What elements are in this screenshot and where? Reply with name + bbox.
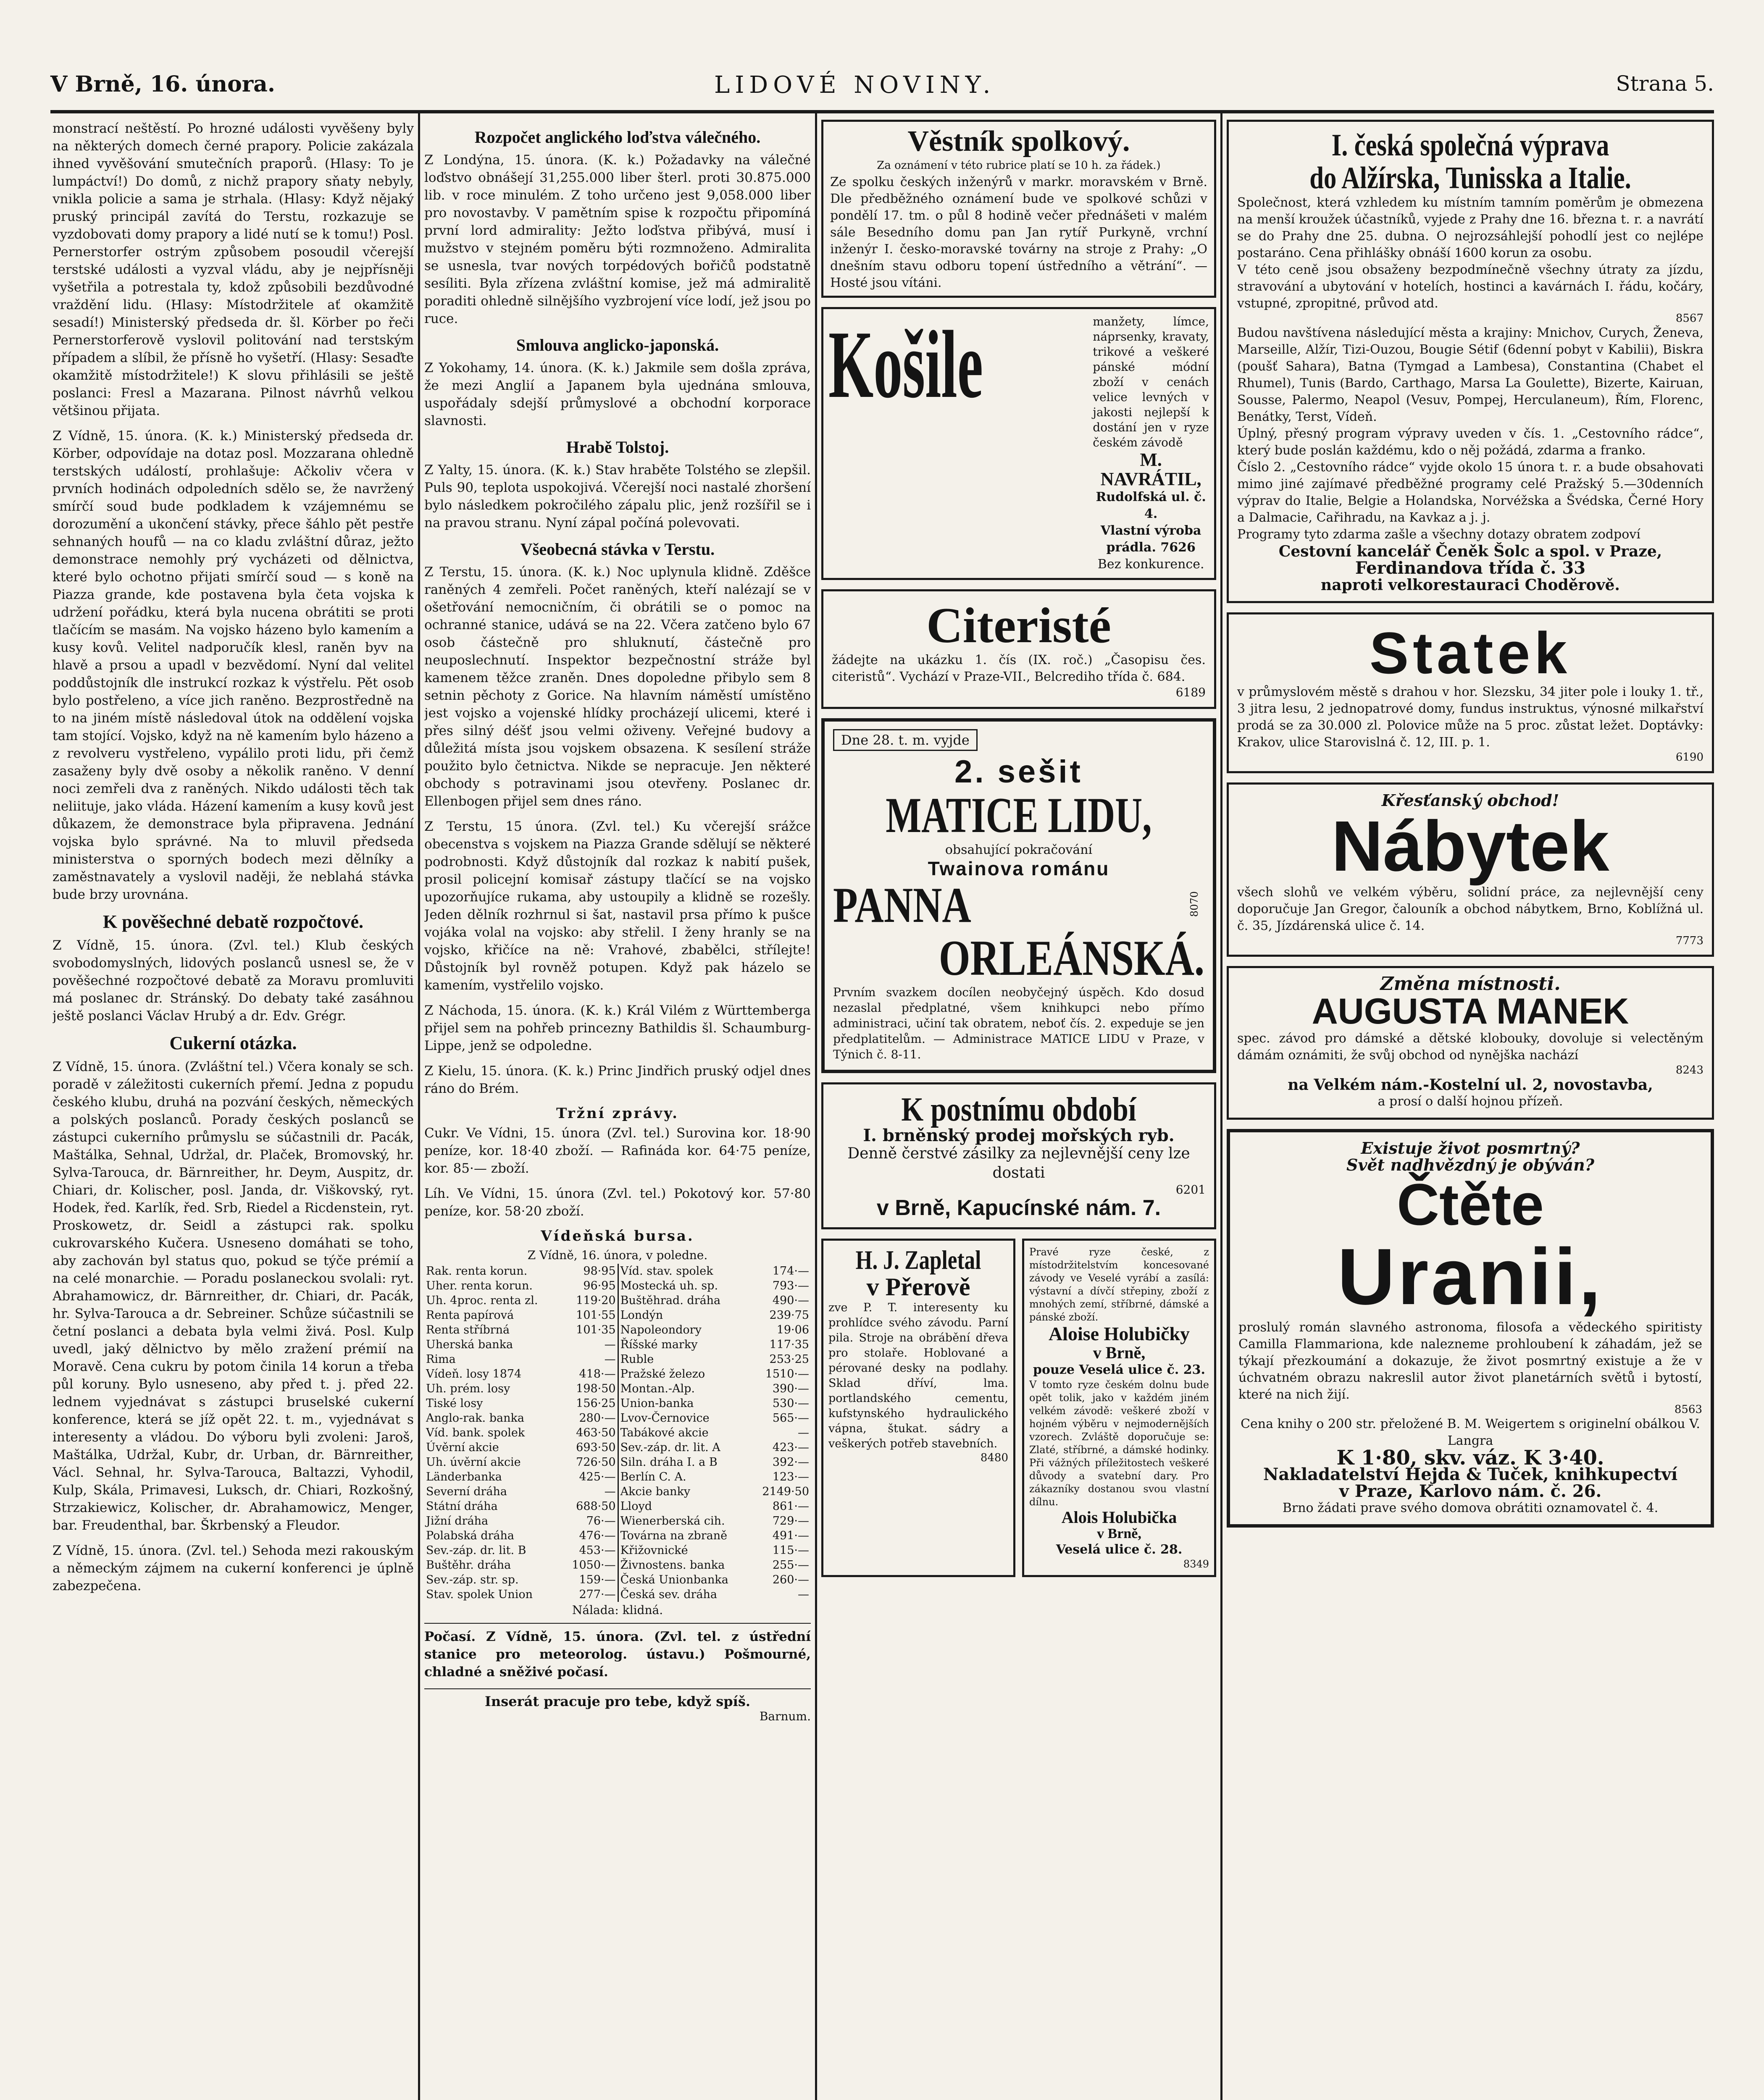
divider: [424, 1688, 811, 1689]
matice-title: MATICE LIDU,: [886, 787, 1152, 843]
bourse-label: Živnostens. banka: [620, 1559, 725, 1572]
urania-publisher-address: v Praze, Karlovo nám. č. 26.: [1339, 1481, 1602, 1501]
article-sugar-question: Z Vídně, 15. února. (Zvláštní tel.) Včera konaly se sch. poradě v záležitosti cukerních přemí. Jedna z popudu českého klubu, druhá na pozvání českých, německých a polských poslanců. Porady českých poslanců se zástupci cukerního průmyslu se súčastnili dr. Pacák, Maštálka, Sehnal, Udržal, dr. Plaček, Bromovský, hr. Sylva-Tarouca, dr. Bärnreither, hr. Deym, Auspitz, dr. Chiari, dr. Kolischer, posl. Janda, dr. Viškovský, ryt. Hodek, řed. Karlík, řed. Srb, Riedel a Ricdenstein, ryt. Proskowetz, dr. Seidl a zástupci rak. spolku cukrovarského Kučera. Usneseno domáhati se toho, aby zachován byl status quo, pokud se týče prémií a na celé monarchie. — Poradu poslaneckou svolali: ryt. Abrahamowicz, dr. Bärnreither, dr. Chiari, dr. Pacák, hr. Sylva-Tarouca a dr. Sebreiner. Schůze súčastnili se četní poslanci a debata byla velmi živá. Posl. Kulp uvedl, jaký dělnictvo by mělo zražení prémií na Moravě. Cena cukru by potom činila 14 korun a třeba půl koruny. Bylo usneseno, aby před t. j. před 22. lednem vyjednávat s zástupci bruselské cukerní konference, která se jíž opět 22. t. m., vyjednávat s interesenty a vládou. Do výboru byli zvoleni: Jaroš, Maštálka, Udržal, Kubr, dr. Urban, dr. Bärnreither, Václ. Sehnal, hr. Sylva-Tarouca, Baltazzi, Vyhodil, Kulp, Skála, Primavesi, Luksch, dr. Chiari, Rozkošný, Strzakiewicz, Kolischer, dr. Abrahamowicz, Menger, bar. Freudenthal, bar. Škrbenský a Fleudor.: [53, 1059, 414, 1533]
bourse-row: [424, 1323, 811, 1337]
bourse-value: 490·—: [772, 1294, 809, 1307]
bourse-value: 76·—: [561, 1514, 618, 1528]
article-anglo-japanese: Z Yokohamy, 14. února. (K. k.) Jakmile sem došla zpráva, že mezi Anglií a Japanem byla ujednána smlouva, uspořádaly sdejší průmyslové a obchodní korporace slavnosti.: [424, 360, 811, 428]
shirts-production: Vlastní výroba prádla. 7626: [1100, 523, 1201, 555]
matice-subtitle: obsahující pokračování: [945, 842, 1093, 857]
holubicka-address: pouze Veselá ulice č. 23.: [1033, 1362, 1205, 1377]
article-kiel: Z Kielu, 15. února. (K. k.) Princ Jindřich pruský odjel dnes ráno do Brém.: [424, 1063, 811, 1096]
bourse-row: [424, 1367, 811, 1381]
bourse-value: 729·—: [772, 1515, 809, 1528]
bourse-value: 119·20: [561, 1293, 618, 1308]
urania-question-1: Existuje život posmrtný?: [1361, 1139, 1580, 1158]
bourse-row: [424, 1308, 811, 1323]
market-spirits: Líh. Ve Vídni, 15. února (Zvl. tel.) Pokotový kor. 57·80 peníze, kor. 58·20 zboží.: [424, 1186, 811, 1219]
shirts-list: manžety, límce, náprsenky, kravaty, trikové a veškeré pánské módní zboží v cenách velice levných v jakosti nejlepší k dostání jen v ryze českém závodě: [1093, 314, 1209, 449]
bourse-label: Siln. dráha I. a B: [620, 1456, 718, 1469]
trip-agency: Cestovní kancelář Čeněk Šolc a spol. v Praze,: [1278, 543, 1662, 561]
trip-title-line1: I. česká společná výprava: [1331, 128, 1609, 163]
bourse-label: Sev.-záp. dr. lit. B: [426, 1544, 526, 1557]
zapletal-name: H. J. Zapletal: [855, 1244, 981, 1275]
bourse-value: 2149·50: [762, 1485, 809, 1498]
holubicka-name-2: Alois Holubička: [1061, 1507, 1177, 1527]
bourse-row: [424, 1440, 811, 1455]
bourse-row: [424, 1381, 811, 1396]
bourse-label: Union-banka: [620, 1397, 694, 1410]
furniture-number: 7773: [1675, 934, 1704, 947]
urania-price: Cena knihy o 200 str. přeložené B. M. Weigertem s originelní obálkou V. Langra: [1241, 1416, 1700, 1448]
matice-book-line2: ORLEÁNSKÁ.: [939, 929, 1204, 986]
column-rule-1: [418, 113, 420, 2100]
trip-program: Úplný, přesný program výpravy uveden v čís. 1. „Cestovního rádce“, který bude poslán každému, kdo o něj požádá, zdarma a franko.: [1237, 426, 1704, 458]
trip-address: Ferdinandova třída č. 33: [1355, 558, 1586, 578]
column-4: [1227, 120, 1714, 2100]
fish-title: K postnímu období: [901, 1091, 1136, 1128]
holubicka-name: Aloise Holubičky: [1048, 1323, 1190, 1344]
bourse-row: [424, 1396, 811, 1411]
bourse-label: Montan.-Alp.: [620, 1382, 695, 1395]
bourse-value: —: [561, 1484, 618, 1499]
fish-subtitle: I. brněnský prodej mořských ryb.: [863, 1125, 1175, 1145]
bourse-label: Polabská dráha: [426, 1529, 515, 1542]
bourse-value: 260·—: [772, 1573, 809, 1586]
holubicka-text-2: V tomto ryze českém dolnu bude opět tolik, jako v každém jiném velkém závodě: veškeré zboží v hojném výběru v nejmodernějších vzorech. Zvláště doporučuje se: Zlaté, stříbrné, a dámské hodinky. Při vážných příležitostech veškeré důvody a svatební dary. Pro zákazníky dostanou svou vlastní dílnu.: [1029, 1378, 1209, 1508]
holubicka-address-2: Veselá ulice č. 28.: [1056, 1542, 1183, 1557]
club-news-title: Věstník spolkový.: [907, 125, 1130, 158]
bourse-label: Víd. stav. spolek: [620, 1265, 713, 1278]
bourse-label: Uh. 4proc. renta zl.: [426, 1294, 538, 1307]
bourse-value: —: [561, 1352, 618, 1367]
fish-number: 6201: [1175, 1182, 1206, 1197]
zapletal-city: v Přerově: [866, 1273, 970, 1301]
bourse-row: [424, 1572, 811, 1587]
column-2: [424, 120, 811, 2100]
bourse-value: —: [561, 1337, 618, 1352]
bourse-label: Říšské marky: [620, 1338, 698, 1351]
bourse-row: [424, 1470, 811, 1484]
trip-address-2: naproti velkorestauraci Choděrově.: [1321, 576, 1620, 594]
header-page-number: Strana 5.: [1616, 71, 1714, 96]
bourse-row: [424, 1455, 811, 1470]
fish-text: Denně čerstvé zásilky za nejlevnější ceny lze dostati: [847, 1144, 1190, 1181]
bourse-label: Buštěhr. dráha: [426, 1559, 511, 1572]
bourse-row: [424, 1293, 811, 1308]
estate-text: v průmyslovém městě s drahou v hor. Slezsku, 34 jiter pole i louky 1. tř., 3 jitra lesu, 2 jednopatrové domy, fundus instruktus, výnosné milkařství prodá se za 30.000 zl. Polovice může na 5 proc. zůstat ležet. Doptávky: Krakov, ulice Starovislná č. 12, III. p. 1.: [1237, 685, 1704, 750]
shirts-word: Košile: [828, 310, 983, 418]
article-british-navy: Z Londýna, 15. února. (K. k.) Požadavky na válečné loďstvo obnášejí 31,255.000 liber šterl. proti 30.875.000 lib. v roce minulém. Z toho určeno jest 9,058.000 liber pro novostavby. V pamětním spise k rozpočtu připomíná první lord admirality: Ježto loďstva přibývá, musí i mužstvo v stejném poměru býti rozmnoženo. Admiralita se usnesla, tvar nových torpédových bořičů podstatně sesíliti. Byla zřízena zvláštní komise, jež má admiralitě poraditi ohledně silnějšího vyzbrojení více lodí, jež jsou po ruce.: [424, 152, 811, 326]
ad-holubicka: [1022, 1239, 1216, 1577]
bourse-row: [424, 1528, 811, 1543]
bourse-date: Z Vídně, 16. února, v poledne.: [527, 1248, 708, 1262]
bourse-row: [424, 1543, 811, 1558]
matice-issue: 2. sešit: [954, 753, 1083, 790]
urania-price-2: K 1·80, skv. váz. K 3·40.: [1336, 1446, 1604, 1470]
divider: [424, 1623, 811, 1624]
shirts-shop: M. NAVRÁTIL,: [1100, 449, 1201, 489]
zither-number: 6189: [1175, 685, 1206, 699]
ad-estate: [1227, 612, 1714, 773]
article-terst-strike: Z Terstu, 15. února. (K. k.) Noc uplynula klidně. Zděšce raněných 4 zemřeli. Počet raněných, kteří nalézají se v ošetřování nemocničním, či obrátili se o pomoc na ochranné stanice, udává se na 22. Včera zatčeno bylo 67 osob částečně pro shluknutí, částečně pro neuposlechnutí. Inspektor bezpečnostní stráže byl kamenem těžce zraněn. Dnes dopoledne přibylo sem 8 setnin pěchoty z Gorice. Na hlavním náměstí umístěno jest vojsko a vojenské hlídky procházejí ulicemi, které i přes silný déšť jsou velmi oživeny. Veřejné budovy a důležitá místa jsou vojskem obsazena. K sesílení stráže použito bylo četnictva. Nikde se nepracuje. Jen některé obchody s potravinami jsou otevřeny. Poslanec dr. Ellenbogen přijel sem dnes ráno.: [424, 564, 811, 809]
heading-sugar-question: Cukerní otázka.: [169, 1033, 297, 1053]
page-header: [50, 71, 1714, 105]
bourse-value: 198·50: [561, 1381, 618, 1396]
trip-contact: Programy tyto zdarma zašle a všechny dotazy obratem zodpoví: [1237, 527, 1640, 542]
trip-title-line2: do Alžírska, Tunisska a Italie.: [1309, 160, 1631, 195]
bourse-label: Anglo-rak. banka: [426, 1412, 524, 1425]
promo-quote: Inserát pracuje pro tebe, když spíš.: [485, 1693, 750, 1709]
matice-book-line1: PANNA: [833, 877, 971, 933]
bourse-row: [424, 1352, 811, 1367]
club-news-text: Ze spolku českých inženýrů v markr. moravském v Brně. Dle předběžného oznámení bude ve spolkové schůzi v pondělí 17. tm. o půl 8 hodině večer přednášeti v malém sále Besedního domu pan Jan rytíř Purkyně, vrchní inženýr I. česko-moravské továrny na stroje z Prahy: „O dnešním stavu odboru topení ústředního a větrání“. — Hosté jsou vítáni.: [830, 174, 1207, 290]
bourse-value: 392·—: [772, 1456, 809, 1469]
urania-number: 8563: [1674, 1403, 1702, 1416]
weather-report: Počasí. Z Vídně, 15. února. (Zvl. tel. z ústřední stanice pro meteorolog. ústavu.) Pošmourné, chladné a sněživé počasí.: [424, 1629, 811, 1680]
manek-title: AUGUSTA MANEK: [1312, 991, 1629, 1032]
bourse-value: 793·—: [772, 1279, 809, 1292]
holubicka-city-2: v Brně,: [1097, 1525, 1141, 1541]
ad-zither: [821, 589, 1216, 709]
header-date: V Brně, 16. února.: [50, 71, 275, 97]
bourse-value: 491·—: [772, 1529, 809, 1542]
bourse-value: 159·—: [561, 1572, 618, 1587]
bourse-value: 115·—: [772, 1544, 809, 1557]
bourse-label: Severní dráha: [426, 1485, 507, 1498]
article-sugar-conference: Z Vídně, 15. února. (Zvl. tel.) Sehoda mezi rakouským a německým zájmem na cukerní konferenci je úplně zabezpečena.: [53, 1543, 414, 1593]
bourse-label: Tiské losy: [426, 1397, 483, 1410]
bourse-value: 156·25: [561, 1396, 618, 1411]
bourse-row: [424, 1278, 811, 1293]
bourse-value: 390·—: [772, 1382, 809, 1395]
header-masthead: LIDOVÉ NOVINY.: [714, 71, 996, 99]
bourse-label: Víd. bank. spolek: [426, 1426, 525, 1439]
club-news-note: Za oznámení v této rubrice platí se 10 h. za řádek.): [877, 159, 1161, 172]
bourse-value: —: [798, 1588, 809, 1601]
matice-author: Twainova románu: [928, 857, 1110, 879]
matice-release-date: Dne 28. t. m. vyjde: [833, 729, 978, 751]
ad-matice-lidu: [821, 718, 1216, 1073]
furniture-tagline: Křesťanský obchod!: [1381, 791, 1559, 810]
furniture-text: všech slohů ve velkém výběru, solidní práce, za nejlevnější ceny doporučuje Jan Gregor, čalouník a obchod nábytkem, Brno, Koblížná ul. č. 35, Jízdárenská ulice č. 14.: [1237, 885, 1704, 933]
bourse-value: 19·06: [776, 1323, 809, 1336]
article-nachod: Z Náchoda, 15. února. (K. k.) Král Vilém z Württemberga přijel sem na pohřeb princezny Bathildis šl. Schaumburg-Lippe, jenž se odpoledne.: [424, 1003, 811, 1053]
bourse-value: 101·55: [561, 1308, 618, 1323]
bourse-value: 101·35: [561, 1323, 618, 1337]
bourse-label: Tabákové akcie: [620, 1426, 709, 1439]
bourse-row: [424, 1264, 811, 1278]
heading-terst-strike: Všeobecná stávka v Terstu.: [520, 540, 715, 559]
bourse-label: Mostecká uh. sp.: [620, 1279, 718, 1292]
estate-number: 6190: [1675, 751, 1704, 764]
article-budget-debate: Z Vídně, 15. února. (Zvl. tel.) Klub českých svobodomyslných, lidových poslanců usnesl se, že v pověšechné rozpočtové debatě za Moravu promluviti má poslanec dr. Stránský. Do debaty také zasáhnou ještě poslanci Václav Hrubý a dr. Edv. Grégr.: [53, 938, 414, 1024]
bourse-label: Sev.-záp. dr. lit. A: [620, 1441, 720, 1454]
matice-number: 8070: [1188, 891, 1200, 917]
bourse-row: [424, 1411, 811, 1425]
bourse-label: Stav. spolek Union: [426, 1588, 533, 1601]
bourse-label: Napoleondory: [620, 1323, 702, 1336]
trip-cities: Budou navštívena následující města a krajiny: Mnichov, Curych, Ženeva, Marseille, Alžír, Tizi-Ouzou, Bougie Sétif (6denní pobyt v Kabilii), Biskra (poušť Sahara), Batna (Tymgad a Lambesa), Constantina (Chabet el Rhumel), Tunis (Bardo, Carthago, Marsa La Goulette), Bizerte, Kairuan, Sousse, Palermo, Neapol (Vesuv, Pompej, Herculaneum), Řím, Florenc, Benátky, Terst, Vídeň.: [1237, 326, 1704, 425]
bourse-label: Úvěrní akcie: [426, 1441, 499, 1454]
urania-title: Uranii,: [1337, 1232, 1604, 1322]
trip-included: V této ceně jsou obsaženy bezpodmínečně všechny útraty za jízdu, stravování a ubytování v hotelích, hostinci a kavárnách I. řádu, kočáry, vstupné, zpropitné, průvod atd.: [1237, 262, 1704, 311]
bourse-value: 253·25: [769, 1353, 809, 1366]
article-terst-continued: monstrací neštěstí. Po hrozné události vyvěšeny byly na některých domech černé prapory. Policie zakázala ihned vyvěšování smutečních praporů. (Hlasy: To je lumpáctví!) Do domů, z nichž prapory sňaty nebyly, vnikla policie a sama je strhala. (Hlasy: Když nějaký pruský principál zavítá do Terstu, rozkazuje se vyzdobovati domy prapory a lidé nutí se k tomu!) Posl. Pernerstorfer ostrým způsobem posoudil včerejší terstské události a vyzval vládu, aby je nejpřísněji vyšetřila a potrestala ty, kdož způsobili bezdůvodné vraždění lidu. (Hlasy: Místodržitele ať okamžitě sesadí!) Ministerský předseda dr. šl. Körber po řeči Pernerstorferově vyslovil politování nad terstským případem a slíbil, že přísně ho vyšetří. (Hlasy: Sesaďte okamžitě místodržitele!) K slovu přihlásili se ještě poslanci: Fresl a Mazarana. Pilnost návrhů velkou většinou přijata.: [53, 121, 414, 418]
urania-cta: Čtěte: [1396, 1171, 1544, 1238]
matice-text: Prvním svazkem docílen neobyčejný úspěch. Kdo dosud nezaslal předplatné, všem knihkupci nebo přímo administraci, učiní tak obratem, neboť čís. 2. expeduje se jen předplatitelům. — Administrace MATICE LIDU v Praze, v Týnich č. 8-11.: [833, 985, 1204, 1061]
heading-vienna-bourse: Vídeňská bursa.: [541, 1228, 694, 1244]
bourse-value: 418·—: [561, 1367, 618, 1381]
urania-question-2: Svět nadhvězdný je obýván?: [1346, 1155, 1595, 1175]
ad-trip: [1227, 120, 1714, 603]
estate-title: Statek: [1369, 620, 1572, 686]
bourse-label: Akcie banky: [620, 1485, 691, 1498]
fish-address: v Brně, Kapucínské nám. 7.: [876, 1195, 1161, 1220]
bourse-row: [424, 1499, 811, 1514]
bourse-label: Státní dráha: [426, 1500, 498, 1513]
ad-row-bottom: [821, 1239, 1216, 1586]
promo-author: Barnum.: [759, 1709, 811, 1723]
bourse-value: 688·50: [561, 1499, 618, 1514]
bourse-label: Lvov-Černovice: [620, 1412, 710, 1425]
bourse-value: 726·50: [561, 1455, 618, 1470]
bourse-value: 117·35: [769, 1338, 809, 1351]
heading-tolstoy: Hrabě Tolstoj.: [566, 438, 669, 457]
bourse-label: Buštěhrad. dráha: [620, 1294, 721, 1307]
article-tolstoy: Z Yalty, 15. února. (K. k.) Stav hraběte Tolstého se zlepšil. Puls 90, teplota uspokojivá. Včerejší noci nastalé zhoršení bylo následkem pokročilého zápalu plic, jenž rozšířil se i na pravou stranu. Nyní zápal počíná polevovati.: [424, 462, 811, 530]
article-korber-reply: Z Vídně, 15. února. (K. k.) Ministerský předseda dr. Körber, odpovídaje na dotaz posl. Mozzarana ohledně terstských událostí, prohlašuje: Ačkoliv včera v prvních hodinách odpoledních sdělo se, že navržený smírčí soud bude podkladem k vzájemnému se dorozumění a ukončení stávky, přece šáhlo pět pestře sehnaných houfů — na co kladu zvláštní důraz, ježto demonstrace nemohly prý vycházeti od dělnictva, které bylo ochotno přijati smírčí soud — s koně na Piazza grande, kde postavena byla četa vojska k udržení pořádku, která byla nucena obrátiti se proti tlačícím se masám. Na vojsko házeno bylo kamením a kusy kovů. Velitel nadporučík klesl, raněn byv na hlavě a prsou a upadl v bezvědomí. Nyní dal velitel poddůstojník dle instrukcí rozkaz k výstřelu. Pět osob bylo postřeleno, a více jich raněno. Bezprostředně na to na jiném místě následoval útok na oddělení vojska tam stojící. Vojsko, když na ně kamením bylo házeno a z revolveru vystřeleno, vypálilo proti lidu, při čemž zasaženy byly dvě osoby a několik raněno. V denní noci zemřeli dva z raněných. Nikdo události těch tak neliituje, jako vláda. Házení kamením a kusy kovů jest důkazem, že demonstrace byla připravena. Jednání vojska bylo správné. Na to mluvil předseda ministerstva o sporných bodech mezi dělníky a zaměstnavately a vyslovil naději, že neblahá stávka bude brzy urovnána.: [53, 428, 414, 902]
shirts-tagline: Bez konkurence.: [1097, 556, 1204, 572]
bourse-label: Rak. renta korun.: [426, 1265, 528, 1278]
manek-number: 8243: [1675, 1064, 1704, 1077]
trip-intro: Společnost, která vzhledem ku místním tamním poměrům je obmezena na menší kroužek účastníků, vyjede z Prahy dne 16. března t. r. a navrátí se do Prahy dne 25. dubna. O nejrozsáhlejší pohodlí jest co nejlépe postaráno. Cena přihlášky obnáší 1600 korun za osobu.: [1237, 195, 1704, 261]
bourse-table: [424, 1264, 811, 1602]
bourse-value: —: [798, 1426, 809, 1439]
heading-budget-debate: K pověšechné debatě rozpočtové.: [103, 911, 363, 932]
bourse-value: 1050·—: [561, 1558, 618, 1572]
bourse-value: 423·—: [772, 1441, 809, 1454]
bourse-label: Renta stříbrná: [426, 1323, 510, 1336]
bourse-row: [424, 1558, 811, 1572]
ad-shirts: [821, 307, 1216, 580]
furniture-title: Nábytek: [1331, 806, 1609, 887]
column-3: [821, 120, 1216, 2100]
bourse-row: [424, 1514, 811, 1528]
bourse-value: 98·95: [561, 1264, 618, 1278]
bourse-row: [424, 1337, 811, 1352]
bourse-value: 123·—: [772, 1470, 809, 1483]
zither-title: Citeristé: [926, 597, 1111, 653]
bourse-value: 280·—: [561, 1411, 618, 1425]
manek-text: spec. závod pro dámské a dětské klobouky, dovoluje si velectěným dámám oznámiti, že svůj obchod od nynějška nachází: [1237, 1031, 1704, 1063]
zither-text: žádejte na ukázku 1. čís (IX. roč.) „Časopisu čes. citeristů“. Vychází v Praze-VII., Belcrediho třída č. 684.: [832, 652, 1206, 684]
bourse-value: 96·95: [561, 1278, 618, 1293]
bourse-value: 255·—: [772, 1559, 809, 1572]
bourse-label: Londýn: [620, 1309, 663, 1322]
bourse-label: Vídeň. losy 1874: [426, 1368, 522, 1381]
bourse-value: 1510·—: [765, 1368, 809, 1381]
column-rule-3: [1220, 113, 1222, 2100]
bourse-label: Berlín C. A.: [620, 1470, 686, 1483]
bourse-value: 530·—: [772, 1397, 809, 1410]
bourse-value: 476·—: [561, 1528, 618, 1543]
market-sugar: Cukr. Ve Vídni, 15. února (Zvl. tel.) Surovina kor. 18·90 peníze, kor. 18·40 zboží. — Rafináda kor. 64·75 peníze, kor. 85·— zboží.: [424, 1126, 811, 1176]
ad-zapletal: [821, 1239, 1015, 1577]
bourse-label: Renta papírová: [426, 1309, 514, 1322]
heading-anglo-japanese: Smlouva anglicko-japonská.: [516, 336, 719, 354]
bourse-label: Pražské železo: [620, 1368, 705, 1381]
ad-furniture: [1227, 782, 1714, 957]
column-rule-2: [815, 113, 817, 2100]
bourse-label: Sev.-záp. str. sp.: [426, 1573, 519, 1586]
bourse-label: Uh. prém. losy: [426, 1382, 510, 1395]
trip-number: 8567: [1675, 312, 1704, 325]
bourse-value: 174·—: [772, 1265, 809, 1278]
ad-club-news: [821, 120, 1216, 298]
bourse-label: Wienerberská cih.: [620, 1515, 725, 1528]
bourse-value: 277·—: [561, 1587, 618, 1602]
bourse-row: [424, 1484, 811, 1499]
bourse-label: Uherská banka: [426, 1338, 513, 1351]
ad-fish: [821, 1082, 1216, 1229]
bourse-value: 693·50: [561, 1440, 618, 1455]
manek-text-2: a prosí o další hojnou přízeň.: [1378, 1094, 1563, 1109]
bourse-label: Jižní dráha: [426, 1515, 489, 1528]
bourse-label: Rima: [426, 1353, 456, 1366]
holubicka-text: Pravé ryze české, z místodržitelstvím koncesované závody ve Veselé vyrábí a zasílá: výstavní a dívčí střepiny, zboží z mnohých zemí, stříbrné, dámské a pánské zboží.: [1029, 1246, 1209, 1323]
bourse-label: Česká sev. dráha: [620, 1588, 717, 1601]
holubicka-number: 8349: [1183, 1558, 1209, 1570]
shirts-address: Rudolfská ul. č. 4.: [1096, 489, 1206, 521]
manek-tagline: Změna místnosti.: [1380, 973, 1561, 995]
ad-urania: [1227, 1129, 1714, 1528]
bourse-label: Továrna na zbraně: [620, 1529, 728, 1542]
heading-british-navy: Rozpočet anglického loďstva válečného.: [474, 128, 761, 147]
article-terst-details: Z Terstu, 15 února. (Zvl. tel.) Ku včerejší srážce obecenstva s vojskem na Piazza Grande sdělují se některé podrobnosti. Když důstojník dal rozkaz k nabití pušek, prosil policejní komisař zástupy tlačící se na vojsko upozorňujíce rukama, aby ustoupily a klidně se rozešly. Jeden dělník rozhrnul si šat, nastavil prsa přímo k pušce vojáka volal na vojsko: aby střelil. I ženy hranly se na vojsko, křičíce na ně: Vrahové, zbabělci, střílejte! Důstojník byl rovněž potupen. Když pak házelo se kamením, vystřelilo vojsko.: [424, 819, 811, 993]
bourse-label: Länderbanka: [426, 1470, 502, 1483]
bourse-row: [424, 1425, 811, 1440]
zapletal-number: 8480: [980, 1451, 1008, 1464]
bourse-label: Ruble: [620, 1353, 654, 1366]
bourse-value: 239·75: [769, 1309, 809, 1322]
bourse-value: 425·—: [561, 1470, 618, 1484]
bourse-label: Křižovnické: [620, 1544, 688, 1557]
trip-guide: Číslo 2. „Cestovního rádce“ vyjde okolo 15 února t. r. a bude obsahovati mimo jiné zajímavé předběžné programy celé Pražský 5.—30denních výprav do Italie, Belgie a Holandska, Norvéžska a Švédska, Černé Hory a Dalmacie, Cařihradu, na Kavkaz a j. j.: [1237, 460, 1704, 525]
bourse-value: 565·—: [772, 1412, 809, 1425]
bourse-value: 463·50: [561, 1425, 618, 1440]
header-rule: [50, 110, 1714, 113]
urania-text: proslulý román slavného astronoma, filosofa a vědeckého spiritisty Camilla Flammariona, kde nalezneme prohloubení k záhadám, jež se týkají přezkoumání a dokazuje, že život posmrtný existuje a že v úchvatném obrazu nakreslil autor život planetárních světů i bytostí, které na nich žijí.: [1238, 1320, 1702, 1402]
zapletal-text: zve P. T. interesenty ku prohlídce svého závodu. Parní pila. Stroje na obrábění dřeva pro stolaře. Hoblované a pérované desky na podlahy. Sklad dříví, lma. portlandského cementu, kufstynského hydraulického vápna, štukat. sádry a veškerých potřeb stavebních.: [828, 1301, 1008, 1450]
bourse-label: Uh. úvěrní akcie: [426, 1456, 521, 1469]
bourse-value: 453·—: [561, 1543, 618, 1558]
manek-address: na Velkém nám.-Kostelní ul. 2, novostavba,: [1288, 1076, 1653, 1094]
bourse-row: [424, 1587, 811, 1602]
bourse-value: 861·—: [772, 1500, 809, 1513]
urania-publisher: Nakladatelství Hejda & Tuček, knihkupectví: [1263, 1464, 1678, 1484]
bourse-label: Česká Unionbanka: [620, 1573, 728, 1586]
bourse-label: Uher. renta korun.: [426, 1279, 533, 1292]
bourse-mood: Nálada: klidná.: [572, 1603, 663, 1617]
column-1: [53, 120, 414, 2100]
holubicka-city: v Brně,: [1093, 1343, 1146, 1362]
urania-note: Brno žádati prave svého domova obrátiti oznamovatel č. 4.: [1282, 1500, 1659, 1515]
heading-market-reports: Tržní zprávy.: [556, 1105, 679, 1122]
bourse-label: Lloyd: [620, 1500, 652, 1513]
ad-manek: [1227, 966, 1714, 1120]
